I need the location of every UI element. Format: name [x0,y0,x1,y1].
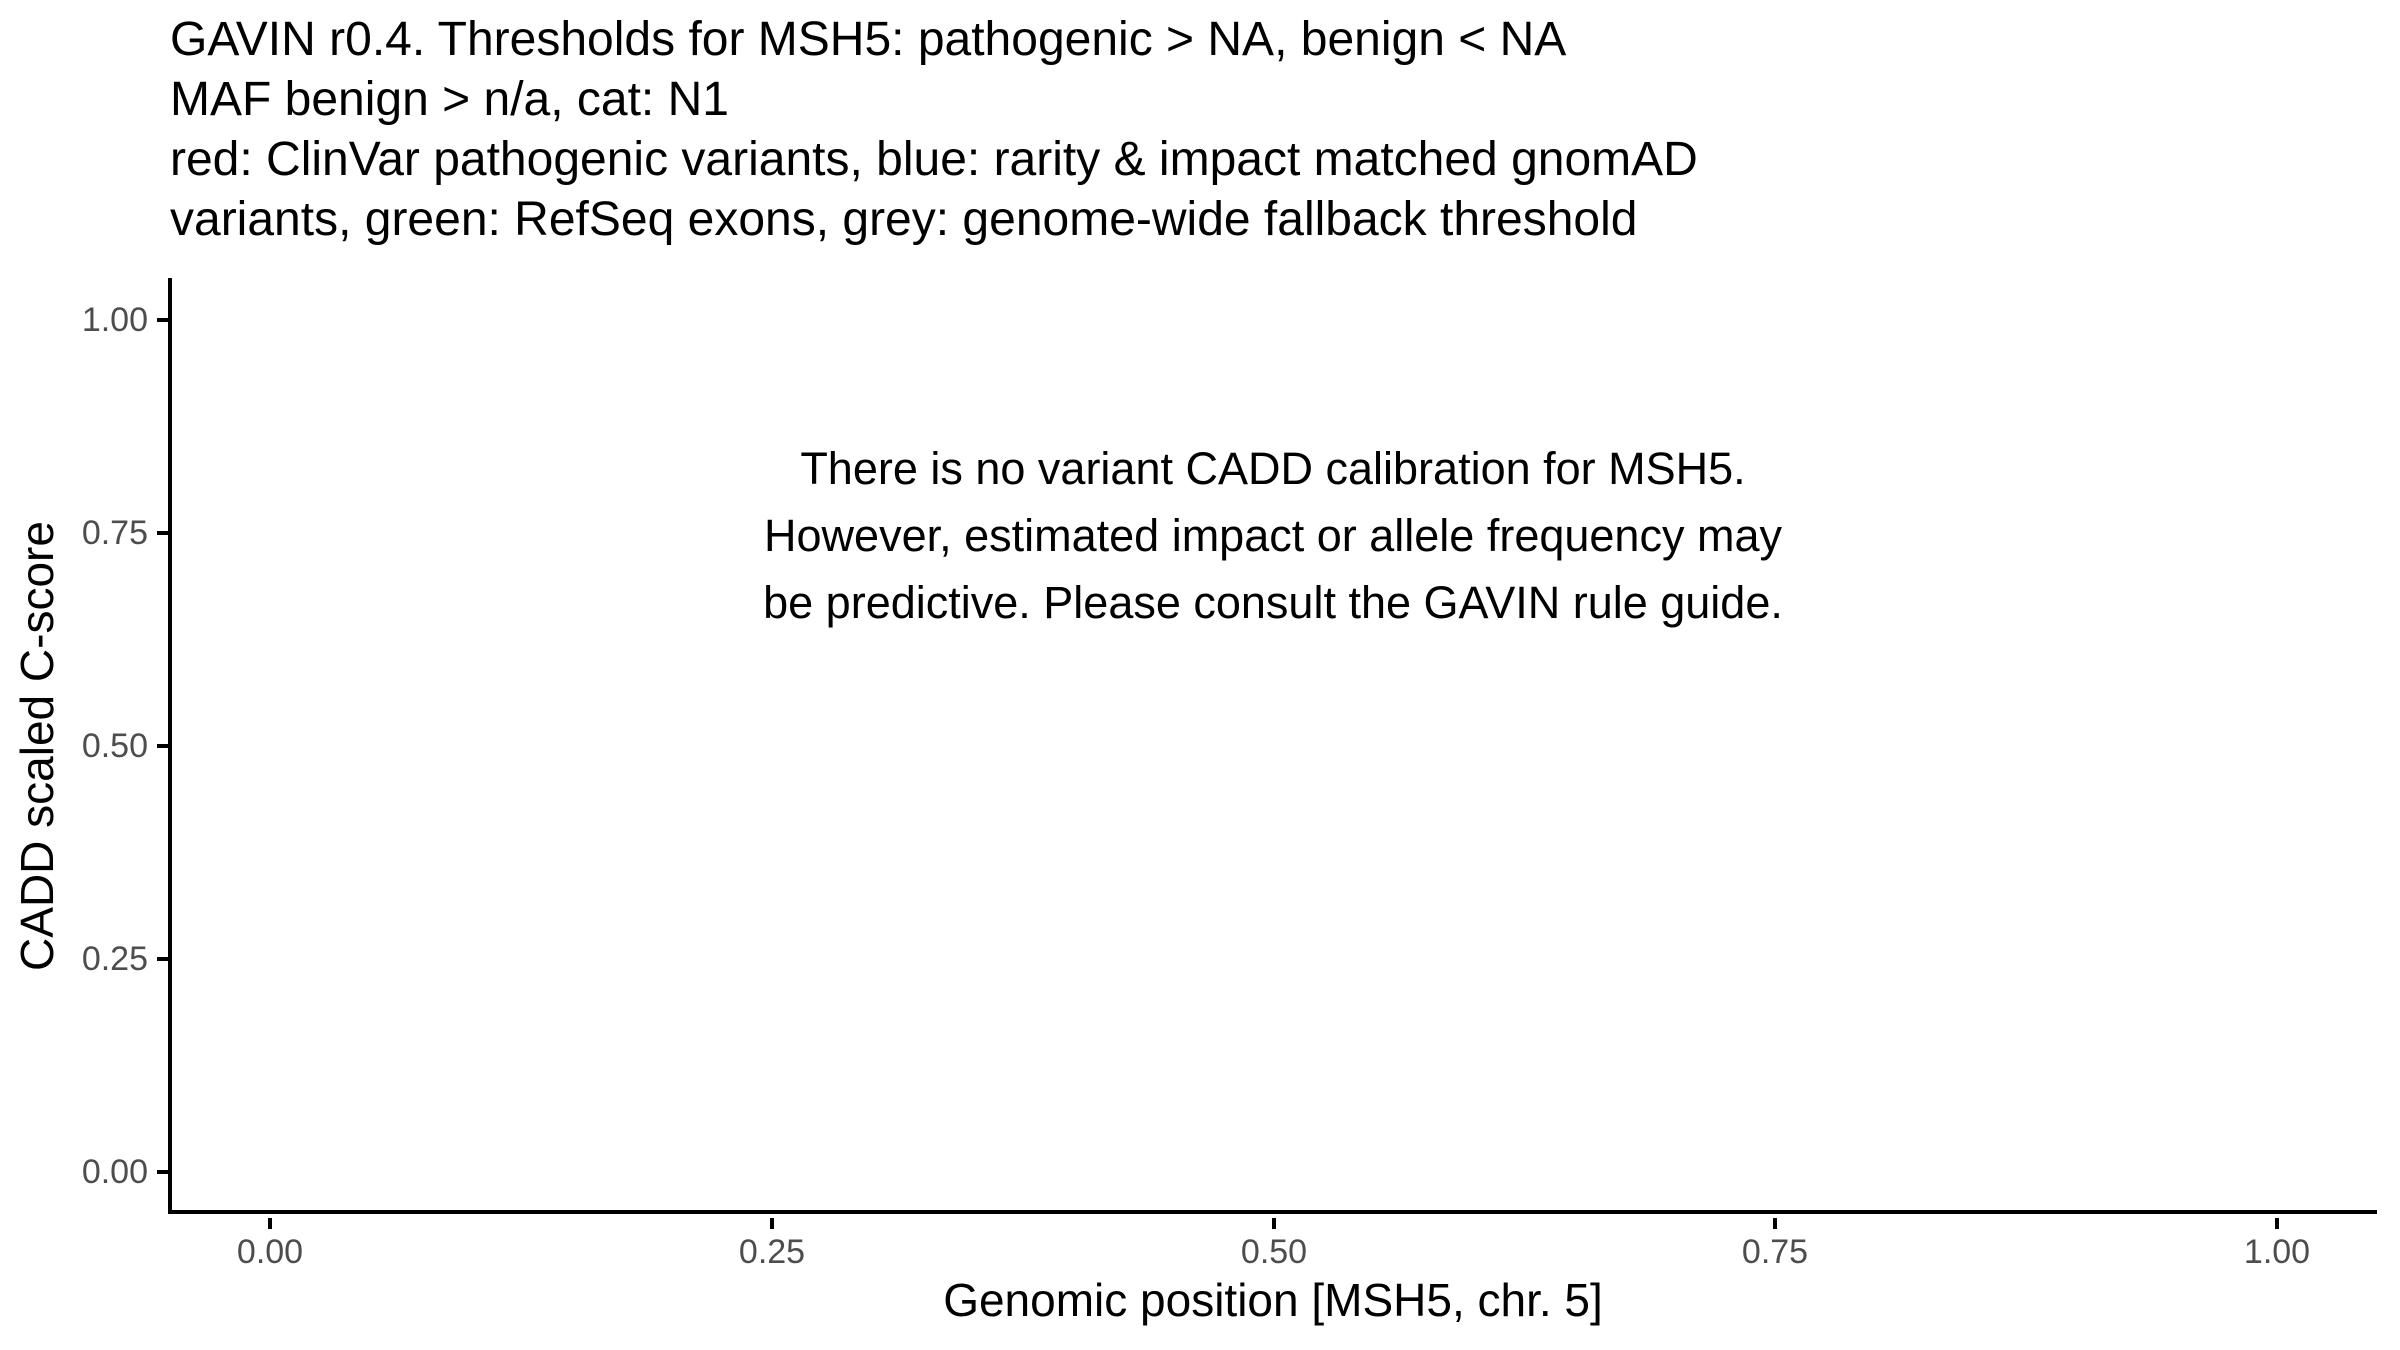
y-tick-mark-0.00 [157,1170,168,1174]
no-calibration-annotation [473,435,2073,636]
x-tick-label-0.75: 0.75 [1741,1233,1809,1271]
y-tick-mark-0.25 [157,957,168,961]
annotation-line-1: There is no variant CADD calibration for MSH5. [800,443,1746,494]
y-tick-label-0.00: 0.00 [81,1153,148,1191]
x-tick-mark-0.50 [1272,1218,1276,1229]
x-axis-title: Genomic position [MSH5, chr. 5] [943,1274,1603,1326]
plot-title-line-4: variants, green: RefSeq exons, grey: genome-wide fallback threshold [170,193,1638,246]
y-tick-label-0.75: 0.75 [81,514,148,552]
y-tick-mark-0.50 [157,744,168,748]
x-tick-mark-1.00 [2275,1218,2279,1229]
plot-panel [168,278,2377,1214]
x-tick-label-0.25: 0.25 [738,1233,806,1271]
y-tick-mark-1.00 [157,318,168,322]
x-tick-label-1.00: 1.00 [2243,1233,2311,1271]
y-tick-label-1.00: 1.00 [81,301,148,339]
plot-title-line-2: MAF benign > n/a, cat: N1 [170,73,729,126]
y-tick-label-0.25: 0.25 [81,940,148,978]
y-tick-mark-0.75 [157,531,168,535]
y-tick-label-0.50: 0.50 [81,727,148,765]
x-tick-label-0.00: 0.00 [236,1233,304,1271]
plot-title-line-1: GAVIN r0.4. Thresholds for MSH5: pathogenic > NA, benign < NA [170,13,1567,66]
annotation-line-2: However, estimated impact or allele frequency may [764,510,1782,561]
x-tick-label-0.50: 0.50 [1240,1233,1308,1271]
annotation-line-3: be predictive. Please consult the GAVIN rule guide. [763,577,1783,628]
y-axis-title: CADD scaled C-score [11,521,63,971]
x-tick-mark-0.75 [1773,1218,1777,1229]
plot-title [170,10,1698,250]
x-tick-mark-0.25 [770,1218,774,1229]
x-tick-mark-0.00 [268,1218,272,1229]
plot-title-line-3: red: ClinVar pathogenic variants, blue: rarity & impact matched gnomAD [170,133,1698,186]
